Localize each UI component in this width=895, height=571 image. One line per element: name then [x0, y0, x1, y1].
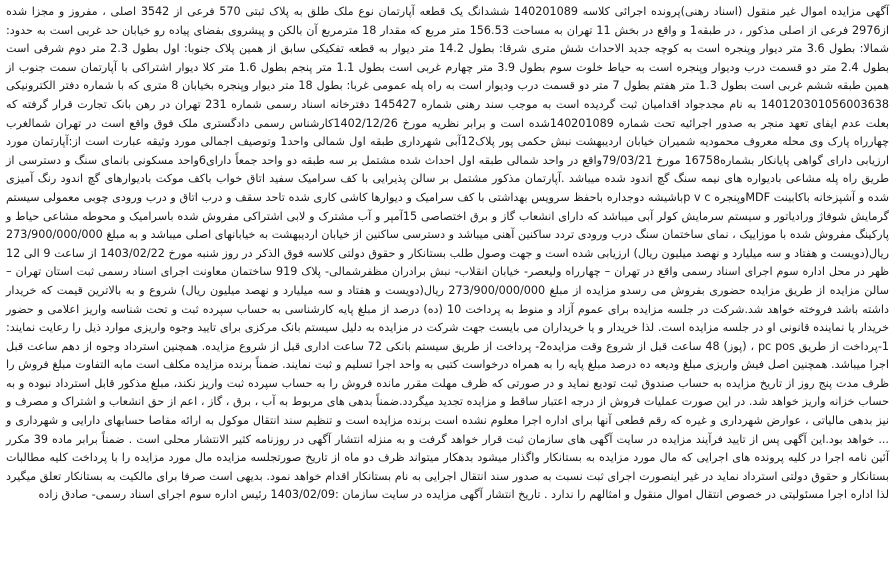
notice-body-text: آگهی مزایده اموال غیر منقول (اسناد رهنی)پرونده اجرائی کلاسه 140201089 ششدانگ یک قطعه آپارتمان نوع ملک طلق به پلاک ثبتی 570 فرعی از 3542 اصلی ، مفروز و مجزا شده از2976 فرعی از اصلی مذکور ، در طبقه1 و واقع در بخش 11 تهران به مساحت 156.53 متر مربع که مقدار 18 مترمربع آن بالکن و پیشروی بفضای پیاده رو خیابان حد غربی است به حدود: شمالا: بطول 3.6 متر دیوار وپنجره است به کوچه جدید الاحداث شش متری شرقا: بطول 14.2 متر دیوار به قطعه تفکیکی سابق از همین پلاک جنوبا: اول بطول 2.3 متر دوم شرقی است بطول 2.4 متر دو قسمت درب ودیوار وپنجره است به حیاط خلوت سوم بطول 3.9 متر چهارم غربی است بطول 1.1 متر پنجم بطول 1.6 متر کلا دیوار اشتراکی با آپارتمان سمت جنوب از همین طبقه ششم غربی است بطول 1.3 متر هفتم بطول 7 متر دو قسمت درب ودیوار است به راه پله عمومی غربا: بطول 18 متر دیوار وپنجره بخیابان 8 متری که با شماره دفتر الکترونیکی 140120301056003638 به نام مجدجواد اقدامیان ثبت گردیده است به موجب سند رهنی شماره 145427 دفترخانه اسناد رسمی شماره 231 تهران در رهن بانک تجارت قرار گرفته که بعلت عدم ایفای تعهد منجر به صدور اجرائیه تحت شماره 140201089شده است و برابر نظریه مورخ 1402/12/26کارشناس رسمی دادگستری ملک فوق واقع است در تهران شمالغرب چهارراه پارک وی محله معروف محمودیه شمیران خیابان اردیبهشت نبش حکمی پور پلاک12آبی شهرداری طبقه اول شمالی واحد1 وتوصیف اجمالی مورد وثیقه عبارت است از:آپارتمان مورد ارزیابی دارای گواهی پایانکار بشماره16758 مورخ 79/03/21واقع در واحد شمالی طبقه اول احداث شده مشتمل بر سه طبقه دو واحد جمعاً دارای6واحد مسکونی بانمای سنگ و دسترسی از طریق راه پله مشاعی بادیواره های نیمه سنگ گچ اندود شده میباشد .آپارتمان مذکور مشتمل بر سالن پذیرایی با کف سرامیک سفید اتاق خواب باکف موکت بادیوارهای گچ اندود رنگ آمیزی شده و آشپزخانه باکابینت MDFوپنجره p v cباشیشه دوجداره باحفظ سرویس بهداشتی با کف سرامیک و دیوارها کاشی کاری شده تاحد سقف و درب اتاق و درب ورودی چوبی معمولی سیستم گرمایش شوفاژ ورادیاتور و سیستم سرمایش کولر آبی میباشد که دارای انشعاب گاز و برق اختصاصی 15آمپر و آب مشترک و لابی اشتراکی مفروش شده باسرامیک و محوطه مشاعی حیاط و پارکینگ مفروش شده با موزاییک ، نمای ساختمان سنگ درب ورودی تردد ساکنین آهنی میباشد و دسترسی ساکنین از خیابان اردیبهشت به خیابانهای اصلی میباشد و به مبلغ 273/900/000/000 ریال(دویست و هفتاد و سه میلیارد و نهصد میلیون ریال) ارزیابی شده است و جهت وصول طلب بستانکار و حقوق دولتی کلاسه فوق الذکر در روز شنبه مورخ 1403/02/22 از ساعت 9 الی 12 ظهر در محل اداره سوم اجرای اسناد رسمی واقع در تهران – چهارراه ولیعصر- خیابان انقلاب- نبش برادران مظفرشمالی- پلاک 919 ساختمان معاونت اجرای اسناد رسمی ثبت استان تهران – سالن مزایده از طریق مزایده حضوری بفروش می رسدو مزایده از مبلغ 273/900/000/000 ریال(دویست و هفتاد و سه میلیارد و نهصد میلیون ریال) شروع و به بالاترین قیمت که خریدار داشته باشد فروخته خواهد شد.شرکت در جلسه مزایده برای عموم آزاد و منوط به پرداخت 10 (ده) درصد از مبلغ پایه کارشناسی به حساب سپرده ثبت و تحت شناسه واریز اعلامی و حضور خریدار یا نماینده قانونی او در جلسه مزایده است. لذا خریدار و یا خریداران می بایست جهت شرکت در مزایده به دلیل سیستم بانک مرکزی برای تایید وجوه واریزی موارد ذیل را رعایت نمایند: 1-پرداخت از طریق pc pos ، (پوز) 48 ساعت قبل از شروع وقت مزایده2- پرداخت از طریق سیستم بانکی 72 ساعت اداری قبل از شروع مزایده. همچنین استرداد وجوه از دهم ساعت قبل اجرا میباشد. همچنین اصل فیش واریزی مبلغ ودیعه ده درصد مبلغ پایه را به همراه درخواست کتبی به واحد اجرا تسلیم و ثبت نمایند. ضمناً برنده مزایده مکلف است مابه التفاوت مبلغ فروش را ظرف مدت پنج روز از تاریخ مزایده به حساب صندوق ثبت تودیع نماید و در صورتی که ظرف مهلت مقرر مانده فروش را به حساب سپرده ثبت واریز نکند، مبلغ مذکور قابل استرداد نبوده و به حساب خزانه واریز خواهد شد. در این صورت عملیات فروش از درجه اعتبار ساقط و مزایده تجدید میگردد.ضمناً بدهی های مربوط به آب ، برق ، گاز ، اعم از حق انشعاب و اشتراک و مصرف و نیز بدهی مالیاتی ، عوارض شهرداری و غیره که رقم قطعی آنها برای اداره اجرا معلوم نشده است برنده مزایده است و تنظیم سند انتقال موکول به ارائه مفاصا حسابهای دارایی و شهرداری و ... خواهد بود.این آگهی پس از تایید فرآیند مزایده در سایت آگهی های سازمان ثبت قرار خواهد گرفت و به منزله انتشار آگهی در روزنامه کثیر الانتشار محلی است . ضمناً برابر ماده 39 مکرر آئین نامه اجرا در کلیه پرونده های اجرایی که مال مورد مزایده به بستانکار واگذار میشود بدهکار میتواند ظرف دو ماه از تاریخ صورتجلسه مزایده مال مورد مزایده را با پرداخت کلیه مطالبات بستانکار و حقوق دولتی استرداد نماید در غیر اینصورت اجرای ثبت نسبت به صدور سند انتقال اجرایی به نام بستانکار اقدام خواهد نمود. بدیهی است صرفا برای مالکیت به بستانکار تعلق میگیرد لذا اداره اجرا مسئولیتی در خصوص انتقال اموال منقول و امثالهم را ندارد . تاریخ انتشار آگهی مزایده در سایت سازمان :1403/02/09 رئیس اداره سوم اجرای اسناد رسمی- صادق زاده: [6, 5, 890, 502]
